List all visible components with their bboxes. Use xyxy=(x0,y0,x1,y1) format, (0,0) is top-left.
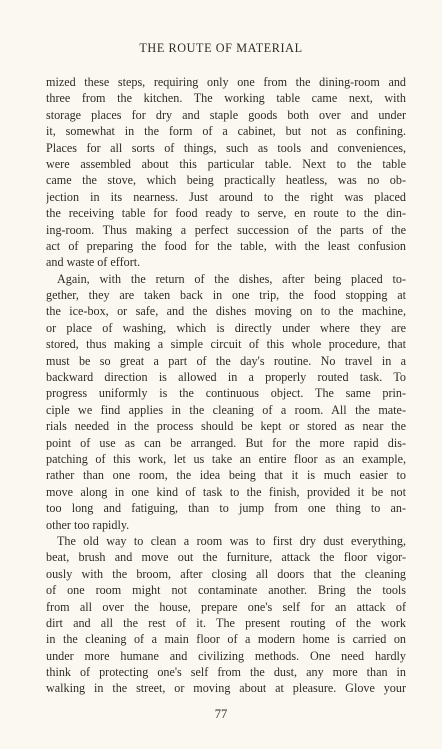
text-line: backward direction is allowed in a properly routed task. To xyxy=(46,370,406,385)
body-text xyxy=(46,74,406,697)
text-line: ciple we find applies in the cleaning of a room. All the mate- xyxy=(46,402,406,417)
text-line: the receiving table for food ready to serve, en route to the din- xyxy=(46,206,406,221)
text-line: ously with the broom, after closing all doors that the cleaning xyxy=(46,566,406,581)
text-line: in the cleaning of a main floor of a modern home is carried on xyxy=(46,632,406,647)
page-number: 77 xyxy=(214,707,228,721)
text-line: act of preparing the food for the table, with the least confusion xyxy=(46,238,406,253)
text-line: point of use as can be arranged. But for the more rapid dis- xyxy=(46,435,406,450)
text-line: beat, brush and move out the furniture, attack the floor vigor- xyxy=(46,550,406,565)
text-line: it, somewhat in the form of a cabinet, but not as confining. xyxy=(46,124,406,139)
text-line: Places for all sorts of things, such as tools and conveniences, xyxy=(46,140,406,155)
text-line: came the stove, which being practically heatless, was no ob- xyxy=(46,173,406,188)
text-line: The old way to clean a room was to first dry dust everything, xyxy=(57,533,406,548)
text-line: patching of this work, let us take an entire floor as an example, xyxy=(46,451,406,466)
text-line: the ice-box, or safe, and the dishes moving on to the machine, xyxy=(46,304,406,319)
text-line: or place of washing, which is directly under where they are xyxy=(46,320,406,335)
text-line: walking in the street, or moving about at pleasure. Glove your xyxy=(46,681,406,696)
text-line: ing-room. Thus making a perfect succession of the parts of the xyxy=(46,222,406,237)
text-line: progress uniformly is the continuous object. The same prin- xyxy=(46,386,406,401)
text-line: move along in one kind of task to the finish, provided it be not xyxy=(46,484,406,499)
text-line: were assembled about this particular table. Next to the table xyxy=(46,156,406,171)
text-line: rather than one room, the idea being that it is much easier to xyxy=(46,468,406,483)
text-line: jection in its nearness. Just around to the right was placed xyxy=(46,189,406,204)
text-line: under more humane and civilizing methods. One need hardly xyxy=(46,648,406,663)
text-line: rials needed in the process should be kept or stored as near the xyxy=(46,419,406,434)
text-line: three from the kitchen. The working table came next, with xyxy=(46,91,406,106)
text-line: from all over the house, prepare one's self for an attack of xyxy=(46,599,406,614)
text-line: gether, they are taken back in one trip, the food stopping at xyxy=(46,288,406,303)
text-line: too long and fatiguing, than to jump from one thing to an- xyxy=(46,501,406,516)
text-line: think of protecting one's self from the dust, any more than in xyxy=(46,665,406,680)
text-line: stored, thus making a simple circuit of this whole procedure, that xyxy=(46,337,406,352)
text-line: mized these steps, requiring only one from the dining-room and xyxy=(46,75,406,89)
running-head: THE ROUTE OF MATERIAL xyxy=(139,41,303,55)
text-line: of one room might not contaminate another. Bring the tools xyxy=(46,583,406,598)
text-line: storage places for dry and staple goods both over and under xyxy=(46,107,406,122)
text-line: must be so great a part of the day's routine. No travel in a xyxy=(46,353,406,368)
text-line: dirt and all the rest of it. The present routing of the work xyxy=(46,615,406,630)
text-line: and waste of effort. xyxy=(46,255,141,270)
text-line: Again, with the return of the dishes, after being placed to- xyxy=(57,271,406,286)
text-line: other too rapidly. xyxy=(46,517,130,532)
